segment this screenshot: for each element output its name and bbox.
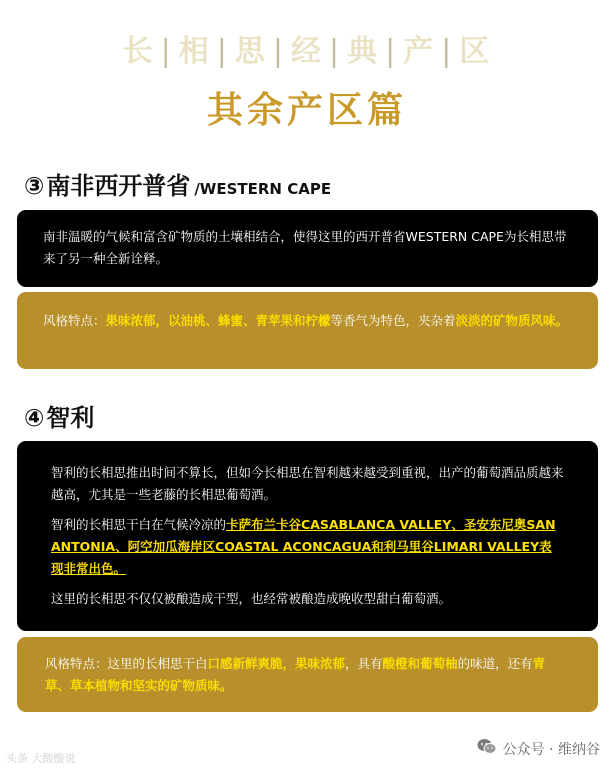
style-highlight: 淡淡的矿物质风味。 bbox=[455, 313, 569, 328]
style-prefix: 风格特点： bbox=[43, 313, 106, 328]
description-paragraph: 这里的长相思不仅仅被酿造成干型，也经常被酿造成晚收型甜白葡萄酒。 bbox=[51, 591, 452, 606]
series-title bbox=[0, 26, 614, 70]
series-char: 相 bbox=[178, 34, 211, 69]
section-heading-western-cape bbox=[24, 166, 331, 201]
description-box bbox=[17, 210, 598, 287]
section-heading-chile bbox=[24, 398, 94, 433]
series-char: 区 bbox=[459, 34, 492, 69]
separator: | bbox=[216, 34, 229, 69]
style-text bbox=[43, 310, 572, 332]
style-highlight: 青草、草本植物和坚实的矿物质味。 bbox=[45, 656, 546, 693]
section-name-en: /WESTERN CAPE bbox=[194, 180, 332, 198]
style-prefix: 风格特点：这里的长相思干白 bbox=[45, 656, 208, 671]
separator: | bbox=[272, 34, 285, 69]
separator: | bbox=[160, 34, 173, 69]
style-highlight: 果味浓郁，以油桃、蜂蜜、青苹果和柠檬 bbox=[105, 313, 331, 328]
series-char: 典 bbox=[347, 34, 380, 69]
description-text: 南非温暖的气候和富含矿物质的土壤相结合，使得这里的西开普省WESTERN CAPE为长相思带来了另一种全新诠释。 bbox=[43, 229, 567, 266]
style-box bbox=[17, 637, 598, 712]
style-middle: 的味道，还有 bbox=[457, 656, 533, 671]
style-highlight: 酸橙和葡萄柚 bbox=[382, 656, 458, 671]
watermark: 头条 大酸酸说 bbox=[6, 752, 76, 765]
account-credit bbox=[477, 738, 600, 759]
series-char: 思 bbox=[234, 34, 267, 69]
description-paragraph: 智利的长相思推出时间不算长，但如今长相思在智利越来越受到重视，出产的葡萄酒品质越来越高，尤其是一些老藤的长相思葡萄酒。 bbox=[51, 465, 564, 502]
description-paragraph bbox=[51, 514, 564, 580]
paragraph-prefix: 智利的长相思干白在气候冷凉的 bbox=[51, 517, 227, 532]
series-char: 经 bbox=[291, 34, 323, 69]
separator: | bbox=[441, 34, 454, 69]
separator: | bbox=[329, 34, 342, 69]
style-box bbox=[17, 292, 598, 369]
page-title: 其余产区篇 bbox=[206, 89, 407, 131]
section-name: 智利 bbox=[46, 404, 95, 432]
section-number: ③ bbox=[24, 172, 45, 200]
style-highlight: 口感新鲜爽脆，果味浓郁 bbox=[207, 656, 346, 671]
series-char: 长 bbox=[122, 34, 155, 69]
style-middle: ，具有 bbox=[345, 656, 383, 671]
series-char: 产 bbox=[403, 34, 436, 69]
section-number: ④ bbox=[24, 404, 45, 432]
account-name: 公众号 · 维纳谷 bbox=[502, 741, 600, 758]
style-middle: 等香气为特色，夹杂着 bbox=[330, 313, 456, 328]
separator: | bbox=[385, 34, 398, 69]
description-box bbox=[17, 441, 598, 631]
wechat-icon bbox=[477, 738, 497, 759]
style-text bbox=[45, 653, 570, 697]
section-name: 南非西开普省 bbox=[46, 172, 191, 200]
region-highlight: 卡萨布兰卡谷CASABLANCA VALLEY、圣安东尼奥SAN ANTONIA、阿空加瓜海岸区COASTAL ACONCAGUA和利马里谷LIMARI VALLEY表现非常出色。 bbox=[51, 517, 556, 576]
